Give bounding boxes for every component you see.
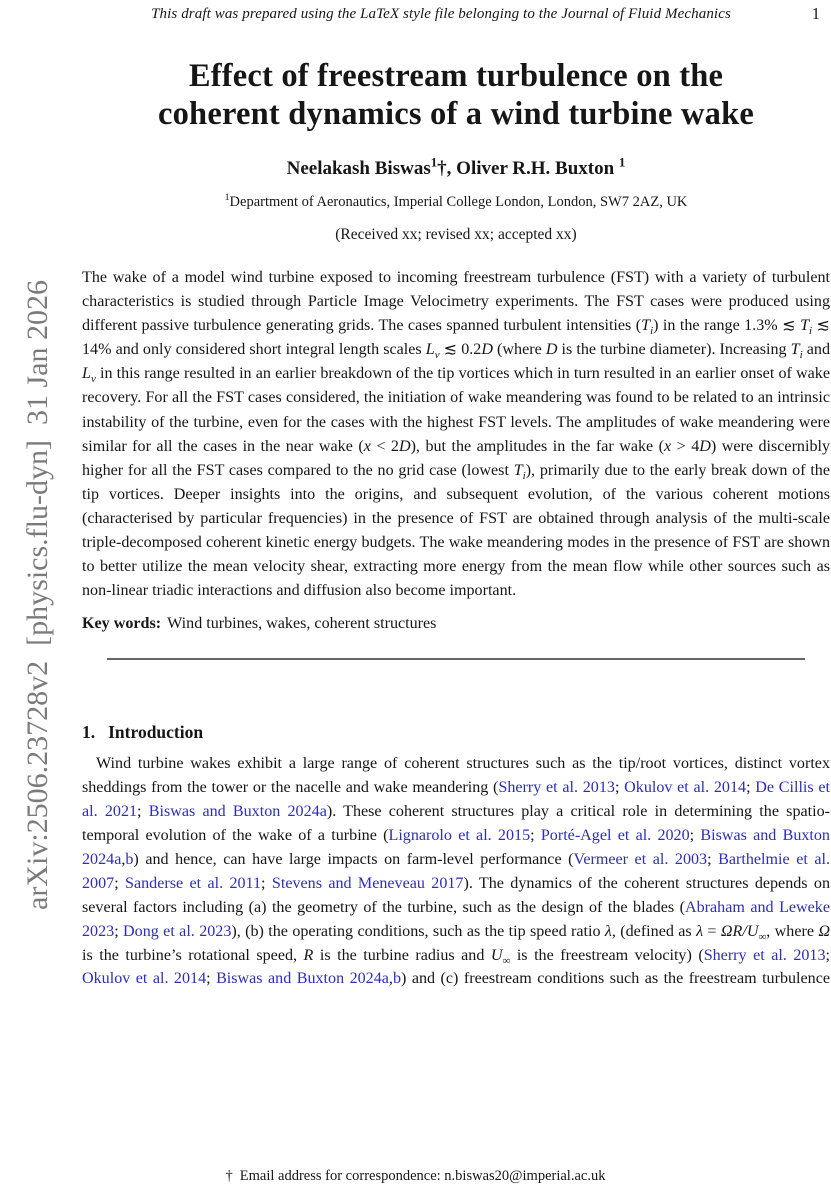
text-segment: ; <box>707 850 719 868</box>
text-segment: = <box>703 922 721 940</box>
citation-link[interactable]: b <box>125 850 134 868</box>
citation-link[interactable]: Stevens and Meneveau 2017 <box>271 874 464 892</box>
text-segment: > 4 <box>671 437 700 455</box>
text-segment: ; <box>137 803 149 821</box>
text-segment: ; <box>689 827 701 845</box>
text-segment: i <box>809 325 813 338</box>
text-segment: R <box>303 946 314 964</box>
text-segment: D <box>545 341 558 359</box>
page-content <box>82 0 830 991</box>
text-segment: ΩR/U <box>720 922 759 940</box>
text-segment: x <box>664 437 672 455</box>
paper-title-line-1: Effect of freestream turbulence on the <box>188 58 724 94</box>
text-segment: ), but the amplitudes in the far wake ( <box>410 437 665 455</box>
text-segment: 1 <box>430 154 438 170</box>
section-heading <box>82 722 830 743</box>
text-segment: The wake of a model wind turbine exposed to incoming freestream turbulence (FST) with a variety of turbulent characteristics is studied through Particle Image Velocimetry experiments. The FST cases were produced using different passive turbulence generating grids. The cases spanned turbulent intensities ( <box>82 269 830 335</box>
text-segment: ), (b) the operating conditions, such as the tip speed ratio <box>231 922 605 940</box>
text-segment: ; <box>206 970 217 988</box>
section-title: Introduction <box>108 722 204 743</box>
running-header <box>82 0 830 24</box>
text-segment: Neelakash Biswas <box>286 158 431 179</box>
text-segment: is the turbine’s rotational speed, <box>82 946 304 964</box>
text-segment: λ <box>604 922 612 940</box>
authors-line <box>82 154 830 180</box>
citation-link[interactable]: Sherry et al. 2013 <box>703 946 826 964</box>
correspondence-footnote <box>0 1168 831 1185</box>
received-line: (Received xx; revised xx; accepted xx) <box>335 226 577 243</box>
keywords-label: Key words: <box>82 615 162 633</box>
text-segment: ; <box>825 946 831 964</box>
text-segment: 1 <box>618 154 626 170</box>
citation-link[interactable]: Sanderse et al. 2011 <box>125 874 262 892</box>
text-segment: ) in the range 1.3% ≲ <box>653 317 801 335</box>
citation-link[interactable]: Okulov et al. 2014 <box>82 970 207 988</box>
paper-title <box>82 57 830 133</box>
text-segment: ). These coherent structures play a critical role in determining the spatio-temporal evolution of the wake of a turbine ( <box>82 803 830 845</box>
keywords-text: Wind turbines, wakes, coherent structures <box>167 615 437 633</box>
text-segment: x <box>363 437 371 455</box>
text-segment: ; <box>530 827 541 845</box>
text-segment: †, Oliver R.H. Buxton <box>437 158 619 179</box>
text-segment: Wind turbine wakes exhibit a large range of coherent structures such as the tip/root vortices, distinct vortex sheddings from the tower or the nacelle and wake meandering ( <box>82 755 830 797</box>
dagger-mark: † <box>225 1168 233 1184</box>
text-segment: 1 <box>224 192 230 204</box>
citation-link[interactable]: Dong et al. 2023 <box>123 922 232 940</box>
citation-link[interactable]: Biswas and Buxton 2024a <box>82 827 830 868</box>
abstract-paragraph <box>82 266 830 603</box>
text-segment: U <box>490 946 503 964</box>
text-segment: , (defined as <box>611 922 697 940</box>
text-segment: ; <box>114 922 124 940</box>
separator-rule <box>107 658 805 660</box>
paper-title-line-2: coherent dynamics of a wind turbine wake <box>157 96 755 132</box>
citation-link[interactable]: Lignarolo et al. 2015 <box>388 827 531 845</box>
text-segment: , <box>121 850 126 868</box>
text-segment: T <box>790 341 800 359</box>
text-segment: D <box>699 437 711 455</box>
text-segment: , <box>388 970 393 988</box>
text-segment: Department of Aeronautics, Imperial College London, London, SW7 2AZ, UK <box>229 194 688 210</box>
text-segment: v <box>434 349 440 362</box>
text-segment: and <box>802 341 830 359</box>
text-segment: ) were discernibly higher for all the FST cases compared to the no grid case (lowest <box>82 437 831 479</box>
text-segment: i <box>522 469 526 482</box>
citation-link[interactable]: Biswas and Buxton 2024a <box>216 970 389 988</box>
citation-link[interactable]: Barthelmie et al. 2007 <box>82 850 830 892</box>
text-segment: ∞ <box>758 930 767 943</box>
text-segment: D <box>481 341 493 359</box>
text-segment: ), primarily due to the early break down of the tip vortices. Deeper insights into the origins, and subsequent evolution, of the various coherent motions (characterised by particular frequencies) in the presence of FST are obtained through analysis of the multi-scale triple-decomposed coherent kinetic energy budgets. The wake meandering modes in the presence of FST are shown to better utilize the mean velocity shear, extracting more energy from the mean flow while other sources such as non-linear triadic interactions and diffusion also become important. <box>82 461 830 600</box>
text-segment: D <box>398 437 411 455</box>
page-number: 1 <box>811 4 820 23</box>
text-segment: ; <box>114 874 126 892</box>
citation-link[interactable]: Abraham and Leweke 2023 <box>82 898 830 940</box>
text-segment: ≲ 14% and only considered short integral length scales <box>82 317 831 359</box>
citation-link[interactable]: De Cillis et al. 2021 <box>82 779 831 821</box>
arxiv-watermark: arXiv:2506.23728v2 [physics.flu-dyn] 31 Jan 2026 <box>21 280 54 910</box>
footnote-text: Email address for correspondence: n.biswas20@imperial.ac.uk <box>239 1168 606 1184</box>
text-segment: ; <box>746 779 756 797</box>
citation-link[interactable]: b <box>392 970 401 988</box>
text-segment: T <box>800 317 810 335</box>
text-segment: is the freestream velocity) ( <box>510 946 704 964</box>
text-segment: ∞ <box>502 954 511 967</box>
text-segment: ; <box>614 779 625 797</box>
text-segment: in this range resulted in an earlier breakdown of the tip vortices which in turn resulted in an earlier onset of wake recovery. For all the FST cases considered, the initiation of wake meandering was found to be related to an intrinsic instability of the turbine, even for the cases with the highest FST levels. The amplitudes of wake meandering were similar for all the cases in the near wake ( <box>82 365 830 455</box>
citation-link[interactable]: Biswas and Buxton 2024a <box>148 803 327 821</box>
introduction-paragraph <box>82 752 830 991</box>
citation-link[interactable]: Vermeer et al. 2003 <box>573 850 708 868</box>
text-segment: is the turbine diameter). Increasing <box>557 341 791 359</box>
citation-link[interactable]: Okulov et al. 2014 <box>624 779 747 797</box>
citation-link[interactable]: Porté-Agel et al. 2020 <box>540 827 690 845</box>
section-number: 1. <box>82 722 96 743</box>
text-segment: ) and hence, can have large impacts on farm-level performance ( <box>133 850 574 868</box>
text-segment: ). The dynamics of the coherent structures depends on several factors including (a) the geometry of the turbine, such as the design of the blades ( <box>82 874 831 916</box>
text-segment: is the turbine radius and <box>313 946 491 964</box>
affiliation-line <box>82 194 830 211</box>
text-segment: i <box>799 349 803 362</box>
citation-link[interactable]: Sherry et al. 2013 <box>498 779 615 797</box>
text-segment: ≲ 0.2 <box>439 341 482 359</box>
text-segment: v <box>90 373 96 386</box>
text-segment: L <box>82 365 91 383</box>
text-segment: λ <box>696 922 704 940</box>
text-segment: T <box>641 317 651 335</box>
text-segment: Ω <box>818 922 831 940</box>
text-segment: , where <box>766 922 819 940</box>
text-segment: ; <box>261 874 272 892</box>
keywords-line <box>82 615 830 633</box>
running-header-text: This draft was prepared using the LaTeX style file belonging to the Journal of Fluid Mechanics <box>151 6 731 22</box>
text-segment: T <box>513 461 523 479</box>
text-segment: i <box>650 325 654 338</box>
text-segment: L <box>425 341 435 359</box>
text-segment: ) and (c) freestream conditions such as the freestream turbulence <box>401 970 830 988</box>
text-segment: < 2 <box>370 437 399 455</box>
text-segment: (where <box>492 341 546 359</box>
